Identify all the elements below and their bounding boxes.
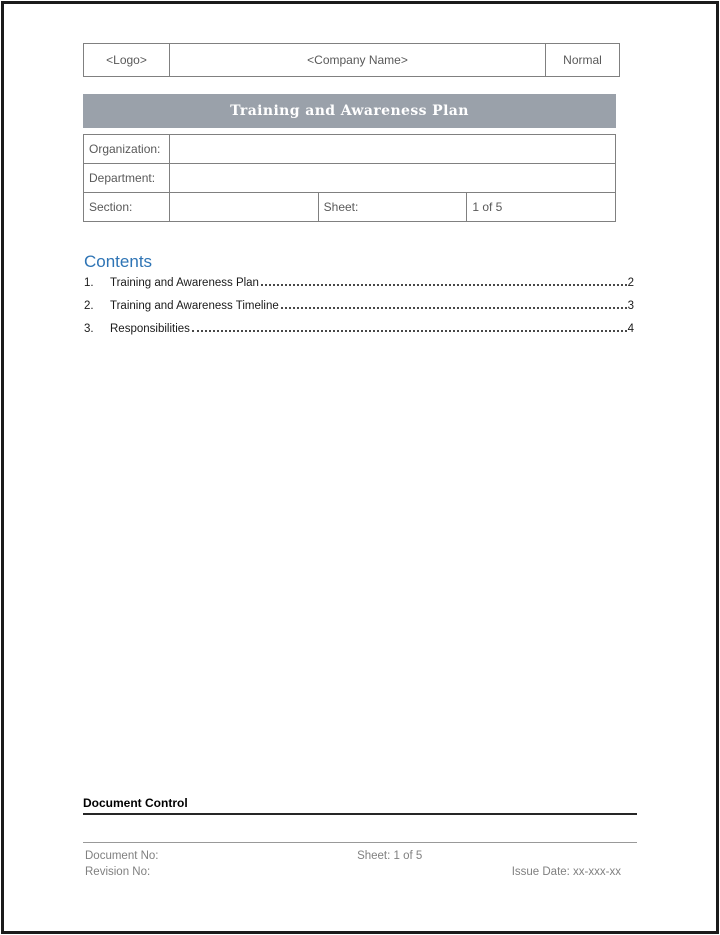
footer-spacer <box>307 864 473 880</box>
info-table <box>83 134 616 222</box>
toc-entry-number: 1. <box>84 277 94 289</box>
section-label: Section: <box>84 193 170 222</box>
toc-dot-leader <box>261 284 627 286</box>
footer-row-1 <box>83 848 637 864</box>
toc-entry-page-number: 3 <box>627 300 634 312</box>
department-value-field[interactable] <box>170 164 616 193</box>
document-control-section <box>83 796 637 880</box>
toc-entry-training-and-awareness-timeline[interactable] <box>84 300 634 323</box>
toc-entry-page-number: 2 <box>627 277 634 289</box>
footer-row-2 <box>83 864 637 880</box>
footer-divider <box>83 842 637 843</box>
toc-entry-title: Training and Awareness Timeline <box>110 300 279 312</box>
header-table <box>83 43 620 77</box>
toc-entry-title: Responsibilities <box>110 323 190 335</box>
department-label: Department: <box>84 164 170 193</box>
document-control-heading: Document Control <box>83 796 637 815</box>
header-row <box>84 44 620 77</box>
toc-entry-training-and-awareness-plan[interactable] <box>84 277 634 300</box>
document-title-banner: Training and Awareness Plan <box>83 94 616 128</box>
toc-dot-leader <box>281 307 627 309</box>
section-row <box>84 193 616 222</box>
sheet-label: Sheet: <box>318 193 467 222</box>
department-row <box>84 164 616 193</box>
table-of-contents <box>84 277 634 346</box>
section-value-field[interactable] <box>170 193 319 222</box>
contents-heading: Contents <box>84 252 153 271</box>
footer-sheet-text: Sheet: 1 of 5 <box>357 850 423 862</box>
organization-label: Organization: <box>84 135 170 164</box>
doc-classification: Normal <box>546 44 620 77</box>
toc-entry-title: Training and Awareness Plan <box>110 277 259 289</box>
footer-spacer <box>473 848 639 864</box>
toc-entry-number: 3. <box>84 323 94 335</box>
toc-entry-responsibilities[interactable] <box>84 323 634 346</box>
sheet-value: 1 of 5 <box>467 193 616 222</box>
organization-row <box>84 135 616 164</box>
toc-entry-number: 2. <box>84 300 94 312</box>
document-no-label: Document No: <box>85 850 159 862</box>
toc-entry-page-number: 4 <box>627 323 634 335</box>
issue-date-text: Issue Date: xx-xxx-xx <box>511 866 621 878</box>
toc-dot-leader <box>192 330 627 332</box>
logo-placeholder: <Logo> <box>84 44 170 77</box>
company-name: <Company Name> <box>170 44 546 77</box>
organization-value-field[interactable] <box>170 135 616 164</box>
revision-no-label: Revision No: <box>85 866 151 878</box>
